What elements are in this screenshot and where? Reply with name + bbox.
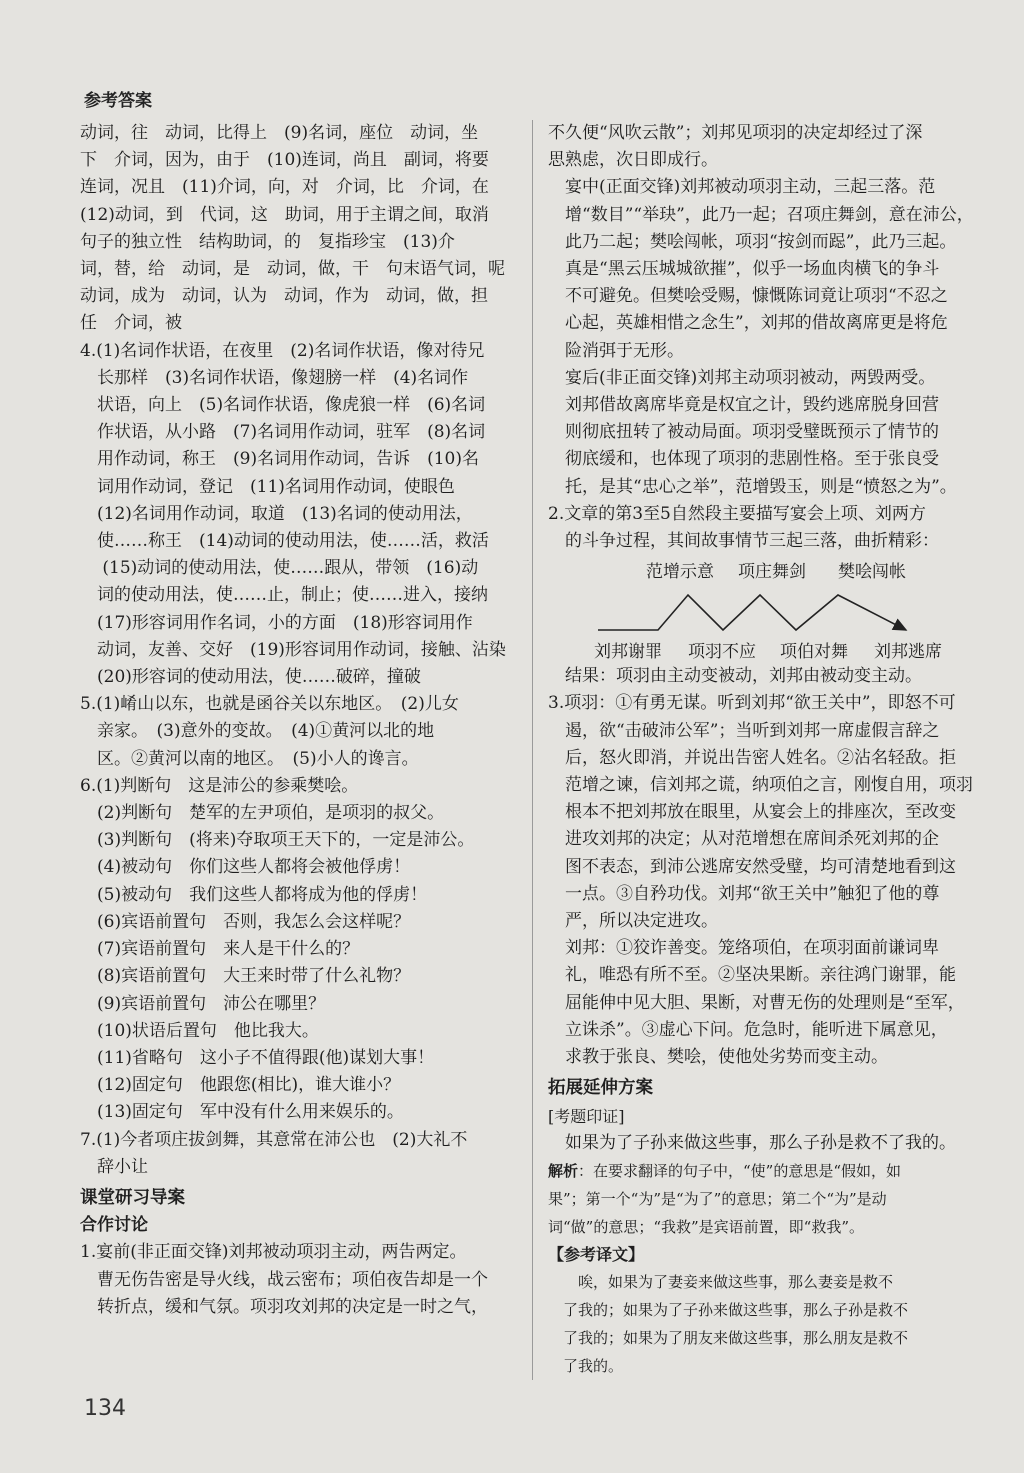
left-column [80,120,520,1321]
answer-line: 彻底缓和，也体现了项羽的悲剧性格。至于张良受 [548,449,939,470]
translation-line: 了我的。 [548,1357,624,1376]
answer-line: (5)被动句 我们这些人都将成为他的俘虏！ [80,884,428,905]
answer-line: 动词，友善、交好 (19)形容词用作动词，接触、沾染 [80,639,506,660]
answer-line: 真是“黑云压城城欲摧”，似乎一场血肉横飞的争斗 [548,259,940,280]
analysis-text: 词“做”的意思；“我救”是宾语前置，即“救我”。 [548,1217,865,1236]
answer-line: (12)固定句 他跟您(相比)，谁大谁小？ [80,1075,401,1096]
answer-line: 屈能伸中见大胆、果断，对曹无伤的处理则是“至军， [548,992,965,1013]
diagram-top-label: 樊哙闯帐 [838,562,906,583]
answer-line: (11)省略句 这小子不值得跟(他)谋划大事！ [80,1047,435,1068]
answer-line: 宴中(正面交锋)刘邦被动项羽主动，三起三落。范 [548,177,936,198]
left-answer-block [80,120,520,1181]
analysis-block [548,1157,992,1241]
diagram-bottom-label: 项羽不应 [688,642,756,663]
translation-label: 【参考译文】 [548,1244,645,1264]
answer-line: 根本不把刘邦放在眼里，从宴会上的排座次，至改变 [548,802,956,823]
answer-line: (13)固定句 军中没有什么用来娱乐的。 [80,1102,404,1123]
page-number: 134 [84,1396,126,1421]
answer-line: 连词，况且 (11)介词，向，对 介词，比 介词，在 [80,177,489,198]
section-title-extension: 拓展延伸方案 [548,1078,653,1099]
answer-line: 句子的独立性 结构助词，的 复指珍宝 (13)介 [80,231,455,252]
translation-line: 唉，如果为了妻妾来做这些事，那么妻妾是救不 [548,1273,894,1292]
answer-line: (10)状语后置句 他比我大。 [80,1020,319,1041]
right-answer-block-mid [548,663,992,1071]
translation-line: 了我的；如果为了子孙来做这些事，那么子孙是救不 [548,1301,909,1320]
answer-line: 长那样 (3)名词作状语，像翅膀一样 (4)名词作 [80,367,469,388]
answer-line: 不可避免。但樊哙受赐，慷慨陈词竟让项羽“不忍之 [548,286,948,307]
diagram-top-label: 范增示意 [646,562,714,583]
answer-line: 托，是其“忠心之举”，范增毁玉，则是“愤怒之为”。 [548,476,957,497]
answer-line: 宴后(非正面交锋)刘邦主动项羽被动，两毁两受。 [548,367,936,388]
answer-line: 4.(1)名词作状语，在夜里 (2)名词作状语，像对待兄 [80,340,485,361]
subsection-title-discussion: 合作讨论 [80,1215,148,1236]
answer-line: (17)形容词用作名词，小的方面 (18)形容词用作 [80,612,473,633]
diagram-bottom-label: 刘邦逃席 [874,642,942,663]
right-column [548,120,992,1380]
right-answer-block-top [548,120,992,555]
answer-line: 刘邦：①狡诈善变。笼络项伯，在项羽面前谦词卑 [548,938,939,959]
answer-line: 图不表态，到沛公逃席安然受璧，均可清楚地看到这 [548,856,956,877]
answer-line: 险消弭于无形。 [548,340,684,361]
answer-line: 任 介词，被 [80,313,182,334]
translation-line: 了我的；如果为了朋友来做这些事，那么朋友是救不 [548,1329,909,1348]
answer-line: 后，怒火即消，并说出告密人姓名。②沾名轻敌。拒 [548,747,956,768]
answer-line: 此乃二起；樊哙闯帐，项羽“按剑而跽”，此乃三起。 [548,231,957,252]
answer-line: 作状语，从小路 (7)名词用作动词，驻军 (8)名词 [80,422,486,443]
analysis-text: ：在要求翻译的句子中，“使”的意思是“假如，如 [578,1161,902,1180]
answer-line: 遏，欲“击破沛公军”；当听到刘邦一席虚假言辞之 [548,720,940,741]
discussion-line: 曹无伤告密是导火线，战云密布；项伯夜告却是一个 [80,1269,488,1290]
answer-line: 礼，唯恐有所不至。②坚决果断。亲往鸿门谢罪，能 [548,965,956,986]
diagram-bottom-label: 刘邦谢罪 [594,642,662,663]
answer-line: 的斗争过程，其间故事情节三起三落，曲折精彩： [548,531,939,552]
answer-line: 严，所以决定进攻。 [548,911,718,932]
answer-line: (3)判断句 (将来)夺取项王天下的，一定是沛公。 [80,830,475,851]
answer-line: 3.项羽：①有勇无谋。听到刘邦“欲王关中”，即怒不可 [548,693,956,714]
answer-line: 6.(1)判断句 这是沛公的参乘樊哙。 [80,775,359,796]
answer-line: (7)宾语前置句 来人是干什么的？ [80,939,360,960]
answer-line: (20)形容词的使动用法，使……破碎，撞破 [80,667,421,688]
answer-line: 下 介词，因为，由于 (10)连词，尚且 副词，将要 [80,150,489,171]
answer-line: 区。②黄河以南的地区。 (5)小人的谗言。 [80,748,419,769]
answer-line: 词，替，给 动词，是 动词，做，干 句末语气词，呢 [80,259,505,280]
answer-line: 亲家。 (3)意外的变故。 (4)①黄河以北的地 [80,721,435,742]
answer-line: 则彻底扭转了被动局面。项羽受璧既预示了情节的 [548,422,939,443]
answer-line: 一点。③自矜功伐。刘邦“欲王关中”触犯了他的尊 [548,883,940,904]
diagram-top-label: 项庄舞剑 [738,562,806,583]
page-header: 参考答案 [84,91,152,111]
analysis-label: 解析 [548,1161,579,1180]
exam-answer: 如果为了子孙来做这些事，那么子孙是救不了我的。 [548,1132,956,1153]
translation-block [548,1268,992,1380]
answer-line: 思熟虑，次日即成行。 [548,150,718,171]
answer-line: 词的使动用法，使……止，制止；使……进入，接纳 [80,585,488,606]
answer-line: (15)动词的使动用法，使……跟从，带领 (16)动 [80,558,479,579]
answer-line: 动词，成为 动词，认为 动词，作为 动词，做，担 [80,286,488,307]
answer-line: 不久便“风吹云散”；刘邦见项羽的决定却经过了深 [548,123,923,143]
answer-line: (6)宾语前置句 否则，我怎么会这样呢？ [80,911,411,932]
answer-line: 辞小让 [80,1156,148,1177]
discussion-line: 1.宴前(非正面交锋)刘邦被动项羽主动，两告两定。 [80,1242,467,1263]
answer-line: 求教于张良、樊哙，使他处劣势而变主动。 [548,1047,888,1068]
answer-line: 使……称王 (14)动词的使动用法，使……活，救活 [80,531,489,552]
answer-line: (4)被动句 你们这些人都将会被他俘虏！ [80,857,411,878]
answer-line: 7.(1)今者项庄拔剑舞，其意常在沛公也 (2)大礼不 [80,1129,468,1150]
answer-line: 增“数目”“举玦”，此乃一起；召项庄舞剑，意在沛公， [548,204,974,225]
answer-line: 结果：项羽由主动变被动，刘邦由被动变主动。 [548,666,922,687]
discussion-line: 转折点，缓和气氛。项羽攻刘邦的决定是一时之气， [80,1296,488,1317]
answer-line: 词用作动词，登记 (11)名词用作动词，使眼色 [80,476,455,497]
answer-line: 刘邦借故离席毕竟是权宜之计，毁约逃席脱身回营 [548,395,939,416]
answer-line: 5.(1)崤山以东，也就是函谷关以东地区。 (2)儿女 [80,694,459,715]
answer-line: (12)名词用作动词，取道 (13)名词的使动用法， [80,503,473,524]
discussion-block [80,1239,520,1321]
section-title-classroom: 课堂研习导案 [80,1187,185,1208]
answer-line: 动词，往 动词，比得上 (9)名词，座位 动词，坐 [80,123,479,143]
answer-line: 用作动词，称王 (9)名词用作动词，告诉 (10)名 [80,449,479,470]
answer-line: (8)宾语前置句 大王来时带了什么礼物？ [80,966,411,987]
answer-line: 范增之谏，信刘邦之谎，纳项伯之言，刚愎自用，项羽 [548,775,973,796]
analysis-text: 果”；第一个“为”是“为了”的意思；第二个“为”是动 [548,1189,887,1208]
answer-line: 进攻刘邦的决定；从对范增想在席间杀死刘邦的企 [548,829,939,850]
answer-line: (12)动词，到 代词，这 助词，用于主谓之间，取消 [80,204,489,225]
answer-line: 2.文章的第3至5自然段主要描写宴会上项、刘两方 [548,503,926,524]
answer-line: 立诛杀”。③虚心下问。危急时，能听进下属意见， [548,1019,948,1040]
plot-zigzag-diagram [548,555,992,663]
exam-bracket-label: [考题印证] [548,1106,625,1126]
column-divider [532,120,533,1380]
answer-line: 状语，向上 (5)名词作状语，像虎狼一样 (6)名词 [80,395,486,416]
answer-line: (2)判断句 楚军的左尹项伯，是项羽的叔父。 [80,803,445,824]
diagram-bottom-label: 项伯对舞 [780,642,848,663]
answer-line: 心起，英雄相惜之念生”，刘邦的借故离席更是将危 [548,313,948,334]
answer-line: (9)宾语前置句 沛公在哪里？ [80,993,326,1014]
